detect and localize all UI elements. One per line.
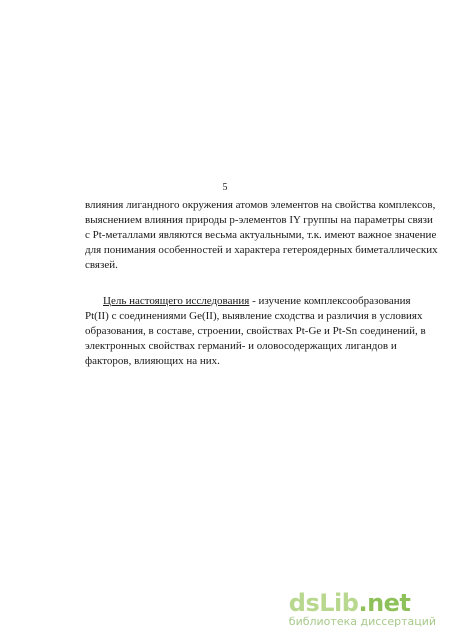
text-line: Pt(II) с соединениями Ge(II), выявление сходства и различия в условиях <box>85 310 423 322</box>
text-line: факторов, влияющих на них. <box>85 355 220 367</box>
text-line-lead <box>85 294 411 309</box>
paragraph-2 <box>85 294 426 369</box>
paragraph-1 <box>85 198 438 273</box>
text-line: влияния лигандного окружения атомов элементов на свойства комплексов, <box>85 199 436 211</box>
watermark-tagline: библиотека диссертаций <box>288 615 436 628</box>
research-goal-heading: Цель настоящего исследования <box>103 295 250 307</box>
text-line: для понимания особенностей и характера гетероядерных биметаллических <box>85 244 438 256</box>
logo-main: dsLib <box>288 589 359 617</box>
lead-text: - изучение комплексообразования <box>249 295 411 307</box>
dslib-logo <box>289 591 436 615</box>
logo-accent: .net <box>358 589 411 617</box>
text-line: электронных свойствах германий- и оловосодержащих лигандов и <box>85 340 397 352</box>
text-line: связей. <box>85 259 118 271</box>
text-line: образования, в составе, строении, свойствах Pt-Ge и Pt-Sn соединений, в <box>85 325 426 337</box>
page-number: 5 <box>222 182 228 193</box>
text-line: выяснением влияния природы р-элементов IY группы на параметры связи <box>85 214 433 226</box>
watermark <box>289 591 436 628</box>
text-line: с Pt-металлами являются весьма актуальными, т.к. имеют важное значение <box>85 229 437 241</box>
